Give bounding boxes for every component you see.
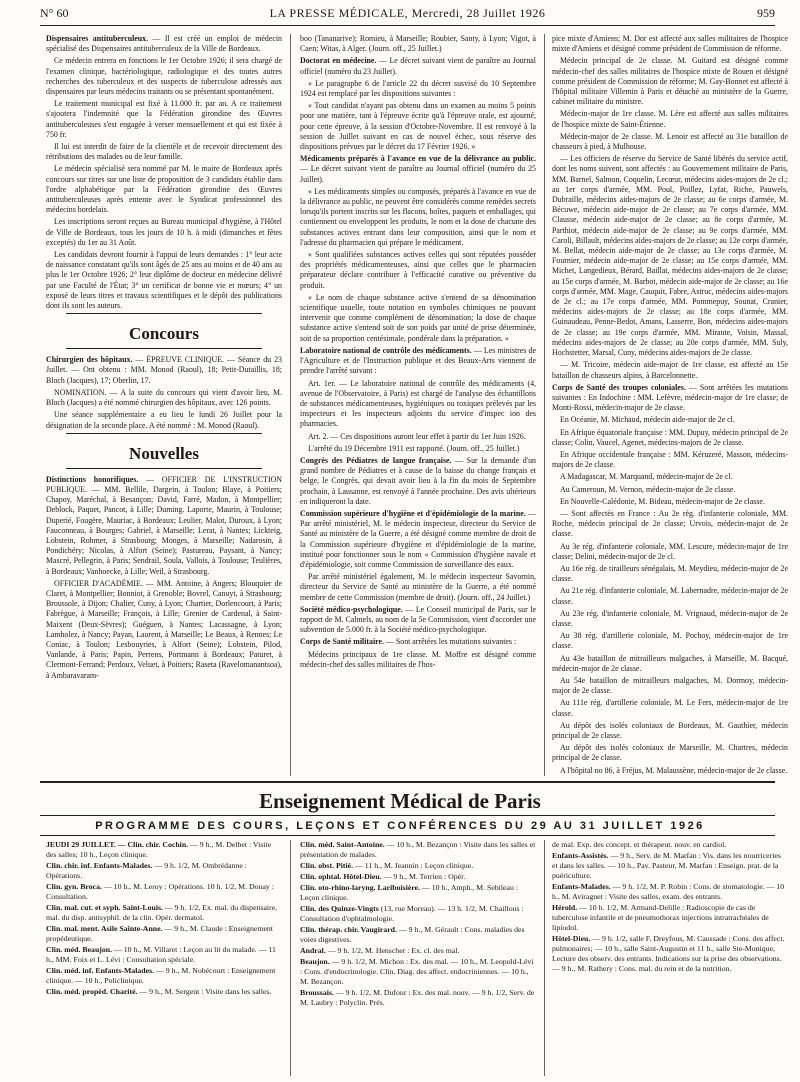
band-rule-top — [40, 781, 775, 783]
program-entry-text: — 10 h. 1/2, M. Armand-Delille : Radioscopie de cas de tuberculose infantile et de pneumothorax injections intratrachéales de lipiodol. — [552, 903, 769, 932]
section-rule — [66, 313, 262, 314]
program-entry-text: — 9 h., M. Sergent : Visite dans les salles. — [137, 987, 272, 996]
program-entry-text: — 9 h. 1/2, M. Michon : Ex. des mal. — 10 h., M. Leopold-Lévi : Cons. d'endocrinologie. Clin. Diag. des affect. endocriniennes. — 10 h., M. Bezançon. — [300, 957, 534, 986]
paragraph: Au 111e rég. d'artillerie coloniale, M. Le Fers, médecin-major de 1re classe. — [552, 698, 788, 718]
program-entry — [552, 882, 788, 902]
program-entry-text: — 9 h., M. Delbet : Visite des salles; 10 h., Leçon clinique. — [46, 840, 272, 859]
paragraph: pice mixte d'Amiens; M. Dor est affecté aux salles militaires de l'hospice mixte d'Amiens et désigné comme président de Commission de réforme. — [552, 34, 788, 54]
program-entry-heading: Clin. thérap. chir. Vaugirard. — [300, 925, 397, 934]
column-2 — [300, 34, 536, 776]
paragraph: Médecin principal de 2e classe. M. Guitard est désigné comme médecin-chef des salles militaires de l'hospice mixte de Rouen et désigné comme président de Commission de réforme; M. Gay-Bonnet est affecté à l'hôpital militaire Villemin à Paris et détaché au ministère de la Guerre, cabinet militaire du ministre. — [552, 56, 788, 107]
program-entry-text: (13, rue Moreau). — 13 h. 1/2, M. Chaillous : Consultation d'ophtalmologie. — [300, 904, 524, 923]
program-entry-heading: Clin. méd. Saint-Antoine. — [300, 840, 385, 849]
article-commission: Commission supérieure d'hygiène et d'épidémiologie de la marine. — Par arrêté ministériel, M. le médecin inspecteur, directeur du Service de Santé au ministère de la Guerre, a été désigné comme membre de droit de la Commission supérieure d'hygiène et d'épidémiologie de la marine, institué pour fonctionner sous le nom « Commission d'hygiène navale et d'épidémiologie, soit comme Commission de surveillance des eaux. — [300, 508, 536, 569]
column-divider — [544, 34, 545, 776]
paragraph: Il lui est interdit de faire de la clientèle et de recevoir directement des rétributions des malades ou de leur famille. — [46, 142, 282, 162]
program-entry-heading: Clin. méd. inf. Enfants-Malades. — [46, 966, 155, 975]
program-entry — [300, 872, 536, 882]
section-rule — [66, 433, 262, 434]
journal-title: LA PRESSE MÉDICALE, Mercredi, 28 Juillet 1926 — [269, 6, 546, 20]
program-entry-text: — 10 h., Amph., M. Sebileau : Leçon clinique. — [300, 883, 518, 902]
article-distinctions: Distinctions honorifiques. — OFFICIER DE L'INSTRUCTION PUBLIQUE. — MM. Bellile, Dargein, à Toulon; Blaye, à Poitiers; Chapoy, Maréchal, à Besançon; David, Farré, Madon, à Montpellier; Deblock, Paquet, Pancot, à Lille; Duming. Laporte, Maurin, à Toulouse; Duperié, Fougère, Mauriac, à Bordeaux; Leulier, Malot, Duroux, à Lyon; Fauconneau, à Bourges; Gabriel, à Marseille; Lerat, à Nantes; Lickteig, Lobstein, Rohmer, à Strasbourg; Monges, à Marseille; Nadarosin, à Pondichéry; Nicolas, à Alfort (Seine); Pastureau, Paysant, à Nancy; Mascré, Pellegrin, à Paris; Sendrail, Soula, Vallois, à Toulouse; Teulières, à Bordeaux; Vanhoecke, à Lille; Weil, à Strasbourg. — [46, 474, 282, 576]
program-entry-text: — 9 h., Serv. de M. Marfan : Vis. dans les nourriceries et dans les salles. — 10 h., Pav. Pasteur, M. Marfan : Enseign. prat. de la puériculture. — [552, 851, 781, 880]
program-entry-heading: Hôtel-Dieu. — [552, 934, 591, 943]
paragraph: Par arrêté ministériel également, M. le médecin inspecteur Savornin, directeur du Service de Santé au ministère de la Guerre, a été nommé membre de cette Commission (membre de droit). (Journ. off., 24 Juillet.) — [300, 572, 536, 602]
program-entry-text: — 9 h., M. Gérault : Cons. maladies des voies digestives. — [300, 925, 525, 944]
article-societe: Société médico-psychologique. — Le Conseil municipal de Paris, sur le rapport de M. Calmels, au nom de la 5e Commission, vient d'accorder une subvention de 5.000 fr. à la Société médico-psychologique. — [300, 604, 536, 635]
program-column-1 — [46, 840, 282, 1076]
program-entry-heading: Clin. méd. propéd. Charité. — [46, 987, 138, 996]
program-entry — [46, 861, 282, 881]
paragraph: A Madagascar, M. Marquand, médecin-major de 2e cl. — [560, 472, 733, 482]
paragraph: Au dépôt des isolés coloniaux de Bordeaux, M. Gauthier, médecin principal de 2e classe. — [552, 720, 788, 740]
paragraph: En Océanie, M. Michaud, médecin aide-major de 2e cl. — [560, 415, 735, 425]
article-medicaments: Médicaments préparés à l'avance en vue de la délivrance au public. — Le décret suivant vient de paraître au Journal officiel (numéro du 25 Juillet). — [300, 154, 536, 184]
program-entry-text: — 9 h. 1/2, M. P. Robin : Cons. de stomatologie. — 10 h., M. Aviragnet : Visite des salles, exam. des entrants. — [552, 882, 785, 901]
program-entry-text: — 9 h., M. Nobécourt : Enseignement clinique. — 10 h., Policlinique. — [46, 966, 276, 985]
paragraph: Au dépôt des isolés coloniaux de Marseille, M. Chartres, médecin principal de 2e classe. — [552, 743, 788, 763]
program-entry-heading: Beaujon. — [300, 957, 330, 966]
program-entry-heading: Enfants-Malades. — [552, 882, 611, 891]
band-rule — [40, 835, 775, 836]
paragraph: « Le nom de chaque substance active s'entend de sa dénomination scientifique usuelle, toute notation en symboles chimiques ne pouvant intervenir que comme complément de dénomination; la dose de chaque substance active s'entend soit de son poids par unité de prise déterminée, soit de sa proportion centésimale, pondérale dans la préparation. » — [300, 292, 536, 343]
issue-number: N° 60 — [40, 6, 69, 20]
program-entry-heading: Andral. — [300, 946, 326, 955]
page-number: 959 — [757, 6, 775, 20]
paragraph: Ce médecin entrera en fonctions le 1er Octobre 1926; il sera chargé de l'examen clinique, bactériologique, radiologique et des toutes autres recherches des tuberculeux et des suspects de tuberculose adressés aux dispensaires par leurs médecins traitants ou se présentant spontanément. — [46, 56, 282, 97]
program-entry — [552, 851, 788, 881]
program-entry-text: — 10 h., M. Villaret : Leçon au lit du malade. — 11 h., MM. Foix et L. Lévi : Consultation spéciale. — [46, 945, 276, 964]
paragraph: NOMINATION. — A la suite du concours qui vient d'avoir lieu, M. Bloch (Jacques) a été nommé chirurgien des hôpitaux, avec 126 points. — [46, 387, 282, 408]
paragraph: Médecins principaux de 1re classe. M. Moffre est désigné comme médecin-chef des salles militaires de l'hos- — [300, 649, 536, 669]
program-entry — [552, 903, 788, 933]
program-entry-heading: Clin. mal. ment. Asile Sainte-Anne. — [46, 924, 163, 933]
paragraph: Art. 1er. — Le laboratoire national de contrôle des médicaments (4, avenue de l'Observatoire, à Paris) est chargé de l'analyse des échantillons de substances médicamenteuses, hygiéniques ou toxiques prélevés par les inspecteurs et les inspecteurs adjoints du service d'inspec ion des pharmacies. — [300, 378, 536, 429]
program-entry-heading: Clin. mal. cut. et syph. Saint-Louis. — [46, 903, 163, 912]
paragraph: — Sont affectés en France : Au 2e rég. d'infanterie coloniale, MM. Roche, médecin principal de 2e classe; Urvois, médecin-major de 2e classe. — [552, 508, 788, 539]
band-rule — [40, 815, 775, 816]
column-divider — [290, 34, 291, 776]
program-entry — [46, 903, 282, 923]
column-1 — [46, 34, 282, 776]
paragraph: Le médecin spécialisé sera nommé par M. le maire de Bordeaux après concours sur titres sur une liste de proposition de 3 candidats établie dans l'ordre alphabétique par la Fédération girondine des Œuvres antituberculeuses après entente avec le Syndicat professionnel des médecins bordelais. — [46, 164, 282, 215]
program-entry — [46, 966, 282, 986]
article-congres: Congrès des Pédiatres de langue française. — Sur la demande d'un grand nombre de Pédiatres et à cause de la baisse du change français et belge, le Congrès, qui devait avoir lieu à la fin du mois de Septembre prochain, à Lausanne, est renvoyé à l'année prochaine. Des avis ultérieurs en indiqueront la date. — [300, 455, 536, 506]
article-doctorat: Doctorat en médecine. — Le décret suivant vient de paraître au Journal officiel (numéro du 23 Juillet). — [300, 56, 536, 76]
page-header — [40, 6, 775, 22]
paragraph: — Les officiers de réserve du Service de Santé libérés du service actif, dont les noms suivent, sont affectés : au Gouvernement militaire de Paris, MM. Barnel, Salmon, Coquelin, Lecœur, médecins aides-majors de 2e cl.; au 1er corps d'armée, MM. Poul, Poillez, Lyfat, Riche, Pauwels, Dubraille, médecins aides-majors de 2e classe; au 6e corps d'armée, M. Bécuwe, médecin aide-major de 2e classe; au 7e corps d'armée, MM. Clausse, médecin aide-major de 2e classe; au 8e corps d'armée, M. Parthiot, médecin aide-major de 2e classe; au 9e corps d'armée, MM. Caroli, Billault, médecins aides-majors de 2e classe; au 12e corps d'armée, M. Bellat, médecin aide-major de 2e classe; au 13e corps d'armée, M. Fournier, médecin aide-major de 2e classe; au 15e corps d'armée, MM. Michet, Langedieux, Bérard, Baillat, médecins aides-majors de 2e classe; au 15e corps d'armée, M. Barbot, médecin aide-major de 2e classe; au 16e corps d'armée, MM. Mage, Cauquit, Fabre, Astruc, médecins aides-majors de 2e cl.; au 17e corps d'armée, MM. Pommepuy, Sounat, Cranier, médecins aides-majors de 2e classe; au 18e corps d'armée, MM. Guinaudeau, Penne-Bedot, Amans, Lasserre, Bon, médecins aides-majors de 2e classe; au 19e corps d'armée, MM. Mirante, Voisin, Massal, médecins aides-majors de 2e classe; au 20e corps d'armée, MM. Suly, Hochstetter, Marsal, Cuny, médecins aides-majors de 2e classe. — [552, 154, 788, 358]
paragraph: Au 23e rég. d'infanterie coloniale, M. Vrignaud, médecin-major de 2e classe. — [552, 608, 788, 628]
program-entry — [46, 945, 282, 965]
paragraph: « Tout candidat n'ayant pas obtenu dans un examen au moins 5 points pour une matière, tant à l'épreuve écrite qu'à l'épreuve orale, est ajourné, pour cette épreuve, à la session d'Octobre-Novembre. Il est renvoyé à la session de Juillet suivant en cas de nouvel échec, sous réserve des dispositions prévues par le décret du 17 Février 1926. » — [300, 101, 536, 152]
paragraph: Une séance supplémentaire a eu lieu le lundi 26 Juillet pour la désignation de la seconde place. A été nommé : M. Monod (Raoul). — [46, 410, 282, 430]
program-entry — [552, 840, 788, 850]
program-entry-heading: JEUDI 29 JUILLET. — Clin. chir. Cochin. — [46, 840, 189, 849]
program-entry-heading: Clin. méd. Beaujon. — [46, 945, 113, 954]
article-corps-sante: Corps de Santé militaire. — Sont arrêtées les mutations suivantes : — [300, 637, 517, 647]
program-entry — [300, 840, 536, 860]
program-entry-text: — 9 h. 1/2, Ex. mal. du dispensaire, mal. du disp. antisyphil. de la clin. Opér. dermatol. — [46, 903, 278, 922]
paragraph: Au 3e rég. d'infanterie coloniale, MM. Lescure, médecin-major de 1re classe; Delini, médecin-major de 2e cl. — [552, 541, 788, 561]
paragraph: Médecin-major de 1re classe. M. Lère est affecté aux salles militaires de l'hospice mixte de Saint-Étienne. — [552, 109, 788, 129]
program-entry-heading: Clin. oto-rhino-laryng. Lariboisière. — [300, 883, 421, 892]
column-divider — [290, 840, 291, 1076]
section-title-nouvelles: Nouvelles — [129, 443, 199, 463]
section-title-concours: Concours — [129, 324, 199, 344]
program-column-2 — [300, 840, 536, 1076]
column-3 — [552, 34, 788, 776]
program-entry-text: — 9 h. 1/2, M. Ombrédanne : Opérations. — [46, 861, 247, 880]
paragraph: Le traitement municipal est fixé à 11.000 fr. par an. A ce traitement s'ajoutera l'indemnité que la Fédération girondine des Œuvres antituberculeuses s'est engagée à verser mensuellement et qui est fixée à 750 fr. — [46, 99, 282, 139]
program-entry — [300, 861, 536, 871]
paragraph: Médecin-major de 2e classe. M. Lenoir est affecté au 31e bataillon de chasseurs à pied, à Mulhouse. — [552, 131, 788, 152]
paragraph: Les inscriptions seront reçues au Bureau municipal d'hygiène, à l'Hôtel de Ville de Bordeaux, tous les jours de 10 h. à midi (dimanches et fêtes exceptés) du 1er au 31 Août. — [46, 217, 282, 247]
program-entry — [300, 925, 536, 945]
program-entry-text: — 9 h. 1/2, M. Dufour : Ex. des mal. nouv. — 9 h. 1/2, Serv. de M. Laubry : Polyclin. Prés. — [300, 988, 535, 1007]
paragraph: Art. 2. — Ces dispositions auront leur effet à partir du 1er Juin 1926. — [308, 431, 526, 441]
article-chirurgien: Chirurgien des hôpitaux. — ÉPREUVE CLINIQUE. — Séance du 23 Juillet. — Ont obtenu : MM. Monod (Raoul), 18; Petit-Dutaillis, 18; Bloch (Jacques), 17; Oberlin, 17. — [46, 355, 282, 385]
article-laboratoire: Laboratoire national de contrôle des médicaments. — Les ministres de l'Agriculture et de l'Instruction publique et des Beaux-Arts viennent de prendre l'arrêté suivant : — [300, 345, 536, 376]
program-entry-heading: Broussais. — [300, 988, 334, 997]
program-entry-text: — 10 h., M. Leroy : Opérations. 10 h. 1/2, M. Douay : Consultation. — [46, 882, 274, 901]
program-entry-text: — 9 h., M. Terrien : Opér. — [381, 872, 466, 881]
paragraph: — M. Tricoire, médecin aide-major de 1re classe, est affecté au 15e bataillon de chasseurs alpins, à Barcelonnette. — [552, 360, 788, 380]
enseignement-title: Enseignement Médical de Paris — [259, 789, 541, 813]
article-dispensaires: Dispensaires antituberculeux. — Il est créé un emploi de médecin spécialisé des Dispensaires antituberculeux de la Ville de Bordeaux. — [46, 34, 282, 54]
paragraph: A l'hôpital no 86, à Fréjus, M. Malaussène, médecin-major de 2e classe. — [560, 765, 788, 775]
program-entry-text: — 11 h., M. Jeannin : Leçon clinique. — [353, 861, 474, 870]
column-divider — [544, 840, 545, 1076]
program-entry-text: — 9 h. 1/2, salle F. Dreyfous, M. Caussade : Cons. des affect. pulmonaires; — 10 h., salle Saint-Augustin et 11 h., salle Ste-Monique, Lecture des observ. des entrants. Indications sur la prise des observations. — 9 h., M. Rathery : Cons. mal. du rein et de la nutrition. — [552, 934, 785, 973]
section-rule — [66, 348, 262, 349]
paragraph: En Afrique occidentale française : MM. Kéruzeré, Masson, médecins-majors de 2e classe. — [552, 449, 788, 470]
program-entry — [300, 883, 536, 903]
program-column-3 — [552, 840, 788, 1076]
program-entry-text: — 10 h., M. Bezançon : Visite dans les salles et présentation de malades. — [300, 840, 536, 859]
program-entry — [46, 987, 282, 997]
paragraph: Au 54e bataillon de mitrailleurs malgaches, M. Dormoy, médecin-major de 2e classe. — [552, 675, 788, 696]
paragraph: Au 21e rég. d'infanterie coloniale, M. Labernadre, médecin-major de 2e classe. — [552, 586, 788, 606]
enseignement-subtitle: PROGRAMME DES COURS, LEÇONS ET CONFÉRENCES DU 29 AU 31 JUILLET 1926 — [95, 820, 705, 832]
program-entry-heading: Clin. ophtal. Hôtel-Dieu. — [300, 872, 382, 881]
section-rule — [66, 468, 262, 469]
program-entry — [300, 988, 536, 1008]
paragraph: boo (Tananarive); Romieu, à Marseille; Roubier, Santy, à Lyon; Vigot, à Caen; Witas, à Alger. (Journ. off., 25 Juillet.) — [300, 34, 536, 54]
program-entry — [300, 957, 536, 987]
paragraph: Au 16e rég. de tirailleurs sénégalais, M. Meydieu, médecin-major de 2e classe. — [552, 563, 788, 584]
program-entry-heading: Clin. gyn. Broca. — [46, 882, 102, 891]
paragraph: En Nouvelle-Calédonie, M. Bideau, médecin-major de 2e classe. — [560, 496, 765, 506]
program-entry — [300, 904, 536, 924]
article-troupes-coloniales: Corps de Santé des troupes coloniales. — Sont arrêtées les mutations suivantes : En Indochine : MM. Lefèvre, médecin-major de 1re classe; de Monti-Rossi, médecin-major de 2e classe. — [552, 382, 788, 413]
program-entry-heading: Clin. chir. inf. Enfants-Malades. — [46, 861, 153, 870]
paragraph: L'arrêté du 19 Décembre 1911 est rapporté. (Journ. off., 25 Juillet.) — [308, 443, 520, 453]
paragraph: Au 38 rég. d'artillerie coloniale, M. Pochoy, médecin-major de 1re classe. — [552, 631, 788, 651]
program-entry — [46, 840, 282, 860]
program-entry-text: de mal. Exp. des concept. et thérapeut. nouv. en cardiol. — [552, 840, 727, 849]
paragraph: Au Cameroun, M. Vernon, médecin-major de 2e classe. — [560, 484, 736, 494]
paragraph: « Les médicaments simples ou composés, préparés à l'avance en vue de la délivrance au public, ne peuvent être considérés comme remèdes secrets lorsqu'ils portent inscrits sur les flacons, boîtes, paquets et emballages, qui contiennent ou enveloppent les produits, le nom et la dose de chacune des substances actives entrant dans leur composition, ainsi que le nom et l'adresse du pharmacien qui prépare le médicament. — [300, 186, 536, 247]
paragraph: Les candidats devront fournir à l'appui de leurs demandes : 1° leur acte de naissance constatant qu'ils sont âgés de 25 ans au moins et de 40 ans au plus le 1er Octobre 1926; 2° leur diplôme de docteur en médecine délivré par une Faculté de l'État; 3° un certificat de bonne vie et mœurs; 4° un exposé de leurs titres et travaux scientifiques et le dépôt des publications dont ils sont les auteurs. — [46, 250, 282, 311]
program-entry-heading: Hérold. — [552, 903, 578, 912]
paragraph: Au 43e bataillon de mitrailleurs malgaches, à Marseille, M. Bacqué, médecin-major de 2e classe. — [552, 653, 788, 673]
paragraph: En Afrique équatoriale française : MM. Dupuy, médecin principal de 2e classe; Colin, Vaucel, Agenet, médecins-majors de 2e classe. — [552, 427, 788, 447]
program-entry — [46, 924, 282, 944]
paragraph: « Le paragraphe 6 de l'article 22 du décret susvisé du 10 Septembre 1924 est remplacé par les dispositions suivantes : — [300, 78, 536, 99]
program-entry-text: — 9 h. 1/2, M. Henscher : Ex. cl. des mal. — [325, 946, 460, 955]
program-entry-text: — 9 h., M. Claude : Enseignement propédeutique. — [46, 924, 273, 943]
program-entry — [552, 934, 788, 974]
paragraph: « Sont qualifiées substances actives celles qui sont réputées posséder des propriétés médicamenteuses, ainsi que celles que le pharmacien préparateur déclare contribuer à l'efficacité curative ou préventive du produit. — [300, 250, 536, 290]
paragraph: OFFICIER D'ACADÉMIE. — MM. Antoine, à Angers; Blouquier de Claret, à Montpellier; Bonniot, à Grenoble; Bovrel, Canuyt, à Strasbourg; Broussole, à Dijon; Chalier, Cuny, à Lyon; Chartier, Dorlencourt, à Paris; Fabrègue, à Marseille; François, à Lille; Grenier de Cardenal, à Saint-Maixent (Deux-Sèvres); Guéguen, à Nantes; Lacassagne, à Lyon; Lamholez, à Nancy; Payan, Laurent, à Marseille; Le Beaux, à Rennes; Le Coniac, à Toulon; Lesbouyries, à Alfort (Seine); Lobstein, Pilod, Vanlande, à Paris; Papin, Perrens, Portmann à Bordeaux; Paturet, à Clermont-Ferrand; Perdoux, Veluet, à Poitiers; Raseta (Ravelomanantsoa), à Ambaravaram- — [46, 578, 282, 680]
header-rule — [40, 25, 775, 26]
program-entry — [300, 946, 536, 956]
program-entry — [46, 882, 282, 902]
program-entry-heading: Clin. des Quinze-Vingts — [300, 904, 379, 913]
program-entry-heading: Enfants-Assistés. — [552, 851, 609, 860]
program-entry-heading: Clin. obst. Pitié. — [300, 861, 354, 870]
